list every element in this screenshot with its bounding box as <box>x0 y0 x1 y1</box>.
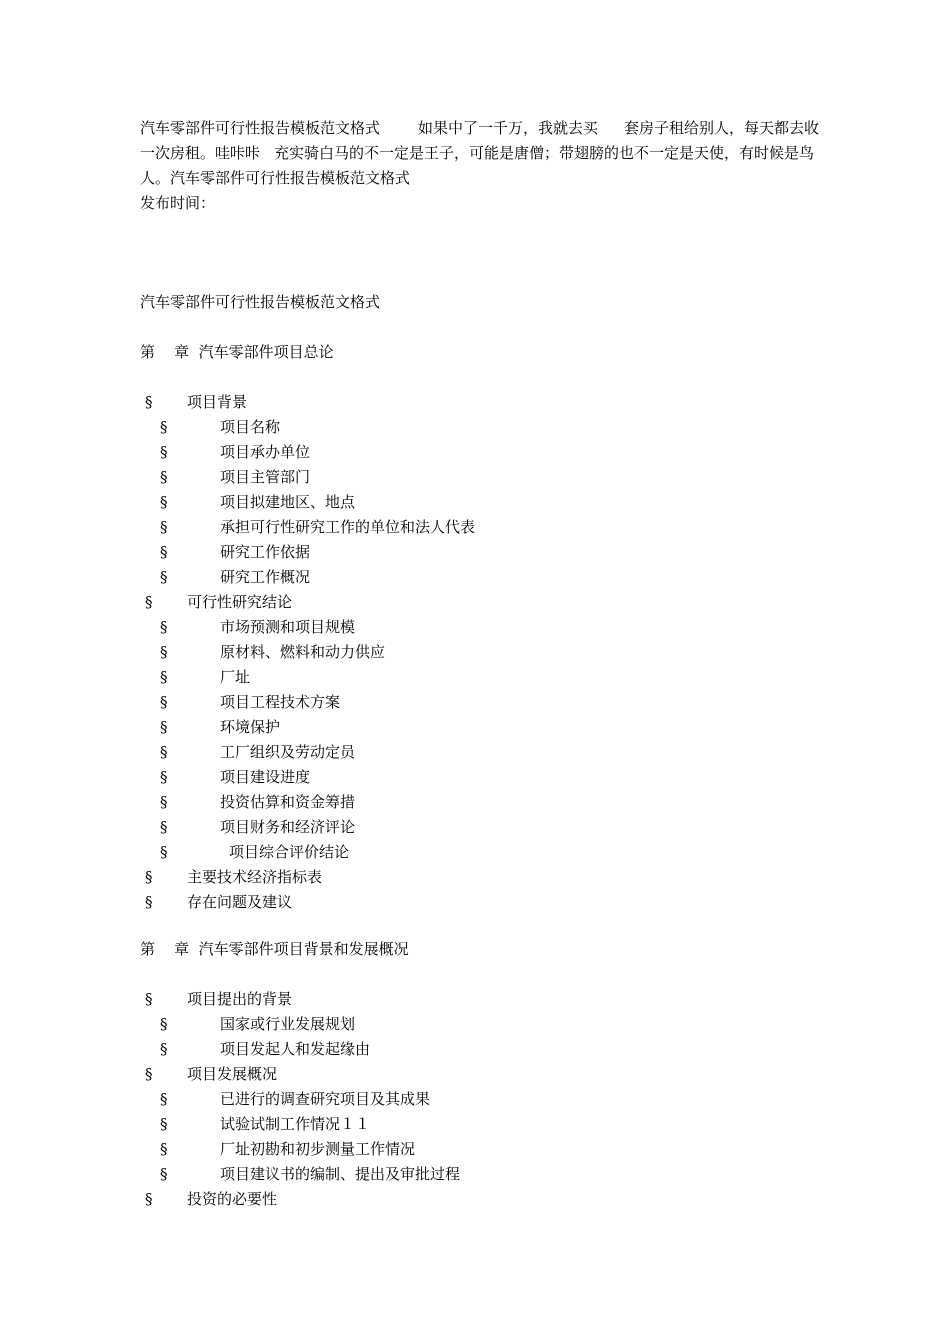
toc-subsection-label: 厂址 <box>220 668 251 686</box>
toc-section-label: 项目提出的背景 <box>187 990 293 1008</box>
intro-part-3: 套房子租给别人，每天都去收一次房租。哇咔咔 <box>140 119 820 162</box>
section-mark: § <box>160 743 168 761</box>
section-mark: § <box>160 718 168 736</box>
toc-subsection <box>0 765 950 790</box>
toc-subsection-label: 项目综合评价结论 <box>229 843 350 861</box>
section-mark: § <box>160 818 168 836</box>
toc-subsection-label: 研究工作依据 <box>220 543 311 561</box>
toc-subsection <box>0 715 950 740</box>
toc-subsection <box>0 1037 950 1062</box>
intro-part-4: 充实骑白马的不一定是王子，可能是唐僧；带翅膀的也不一定是天使，有时候是鸟人。汽车零部件可行性报告模板范文格式 <box>140 144 815 187</box>
toc-subsection-label: 项目建议书的编制、提出及审批过程 <box>220 1165 461 1183</box>
toc-subsection <box>0 540 950 565</box>
toc-subsection-label: 投资估算和资金筹措 <box>220 793 356 811</box>
toc-section-label: 主要技术经济指标表 <box>187 868 323 886</box>
toc-subsection <box>0 440 950 465</box>
section-mark: § <box>145 893 153 911</box>
toc-subsection-label: 研究工作概况 <box>220 568 311 586</box>
toc-subsection-label: 项目拟建地区、地点 <box>220 493 356 511</box>
toc-subsection <box>0 665 950 690</box>
section-mark: § <box>145 1190 153 1208</box>
toc-subsection <box>0 1012 950 1037</box>
toc-subsection <box>0 615 950 640</box>
toc-section-label: 项目背景 <box>187 393 248 411</box>
chapter-1-heading: 第 章 汽车零部件项目总论 <box>140 343 334 361</box>
toc-subsection-label: 国家或行业发展规划 <box>220 1015 356 1033</box>
toc-subsection <box>0 490 950 515</box>
toc-subsection-label: 项目工程技术方案 <box>220 693 341 711</box>
toc-subsection <box>0 1162 950 1187</box>
toc-section <box>0 890 950 915</box>
section-mark: § <box>160 518 168 536</box>
section-mark: § <box>160 793 168 811</box>
section-mark: § <box>160 668 168 686</box>
section-mark: § <box>160 1090 168 1108</box>
toc-section <box>0 1062 950 1087</box>
chapter-2-heading: 第 章 汽车零部件项目背景和发展概况 <box>140 940 409 958</box>
toc-subsection <box>0 1112 950 1137</box>
intro-part-1: 汽车零部件可行性报告模板范文格式 <box>140 119 381 137</box>
section-mark: § <box>145 1065 153 1083</box>
intro-paragraph <box>140 116 820 191</box>
section-mark: § <box>145 393 153 411</box>
toc-subsection-label: 项目建设进度 <box>220 768 311 786</box>
toc-subsection <box>0 1087 950 1112</box>
section-mark: § <box>160 693 168 711</box>
toc-subsection-label: 项目财务和经济评论 <box>220 818 356 836</box>
toc-subsection <box>0 815 950 840</box>
section-mark: § <box>160 768 168 786</box>
toc-subsection <box>0 690 950 715</box>
toc-subsection <box>0 465 950 490</box>
toc-subsection-label: 环境保护 <box>220 718 281 736</box>
toc-subsection-label: 项目承办单位 <box>220 443 311 461</box>
section-mark: § <box>160 418 168 436</box>
section-mark: § <box>145 868 153 886</box>
publish-time-label: 发布时间： <box>140 194 216 212</box>
section-mark: § <box>160 643 168 661</box>
toc-subsection-label: 项目名称 <box>220 418 281 436</box>
section-mark: § <box>160 843 168 861</box>
toc-subsection <box>0 565 950 590</box>
section-mark: § <box>160 543 168 561</box>
section-mark: § <box>160 1165 168 1183</box>
toc-section-label: 项目发展概况 <box>187 1065 278 1083</box>
toc-subsection <box>0 1137 950 1162</box>
toc-subsection-label: 项目发起人和发起缘由 <box>220 1040 371 1058</box>
section-mark: § <box>160 1040 168 1058</box>
toc-section-label: 存在问题及建议 <box>187 893 293 911</box>
section-mark: § <box>160 568 168 586</box>
chapter-2-toc <box>0 987 950 1212</box>
section-mark: § <box>145 990 153 1008</box>
chapter-1-toc <box>0 390 950 915</box>
section-mark: § <box>160 618 168 636</box>
toc-section-label: 可行性研究结论 <box>187 593 293 611</box>
toc-subsection <box>0 515 950 540</box>
toc-subsection-label: 工厂组织及劳动定员 <box>220 743 356 761</box>
toc-subsection-label: 厂址初勘和初步测量工作情况 <box>220 1140 416 1158</box>
toc-subsection <box>0 840 950 865</box>
toc-section-label: 投资的必要性 <box>187 1190 278 1208</box>
toc-subsection <box>0 415 950 440</box>
toc-section <box>0 865 950 890</box>
toc-subsection <box>0 790 950 815</box>
section-mark: § <box>145 593 153 611</box>
toc-section <box>0 987 950 1012</box>
section-mark: § <box>160 443 168 461</box>
toc-subsection-label: 试验试制工作情况１１ <box>220 1115 371 1133</box>
toc-section <box>0 390 950 415</box>
toc-subsection-label: 原材料、燃料和动力供应 <box>220 643 386 661</box>
document-title: 汽车零部件可行性报告模板范文格式 <box>140 293 381 311</box>
section-mark: § <box>160 468 168 486</box>
toc-subsection <box>0 640 950 665</box>
section-mark: § <box>160 1140 168 1158</box>
toc-section <box>0 590 950 615</box>
section-mark: § <box>160 1115 168 1133</box>
toc-subsection-label: 市场预测和项目规模 <box>220 618 356 636</box>
toc-subsection-label: 项目主管部门 <box>220 468 311 486</box>
toc-subsection-label: 承担可行性研究工作的单位和法人代表 <box>220 518 476 536</box>
section-mark: § <box>160 1015 168 1033</box>
toc-section <box>0 1187 950 1212</box>
section-mark: § <box>160 493 168 511</box>
toc-subsection-label: 已进行的调查研究项目及其成果 <box>220 1090 431 1108</box>
intro-part-2: 如果中了一千万，我就去买 <box>418 119 599 137</box>
toc-subsection <box>0 740 950 765</box>
